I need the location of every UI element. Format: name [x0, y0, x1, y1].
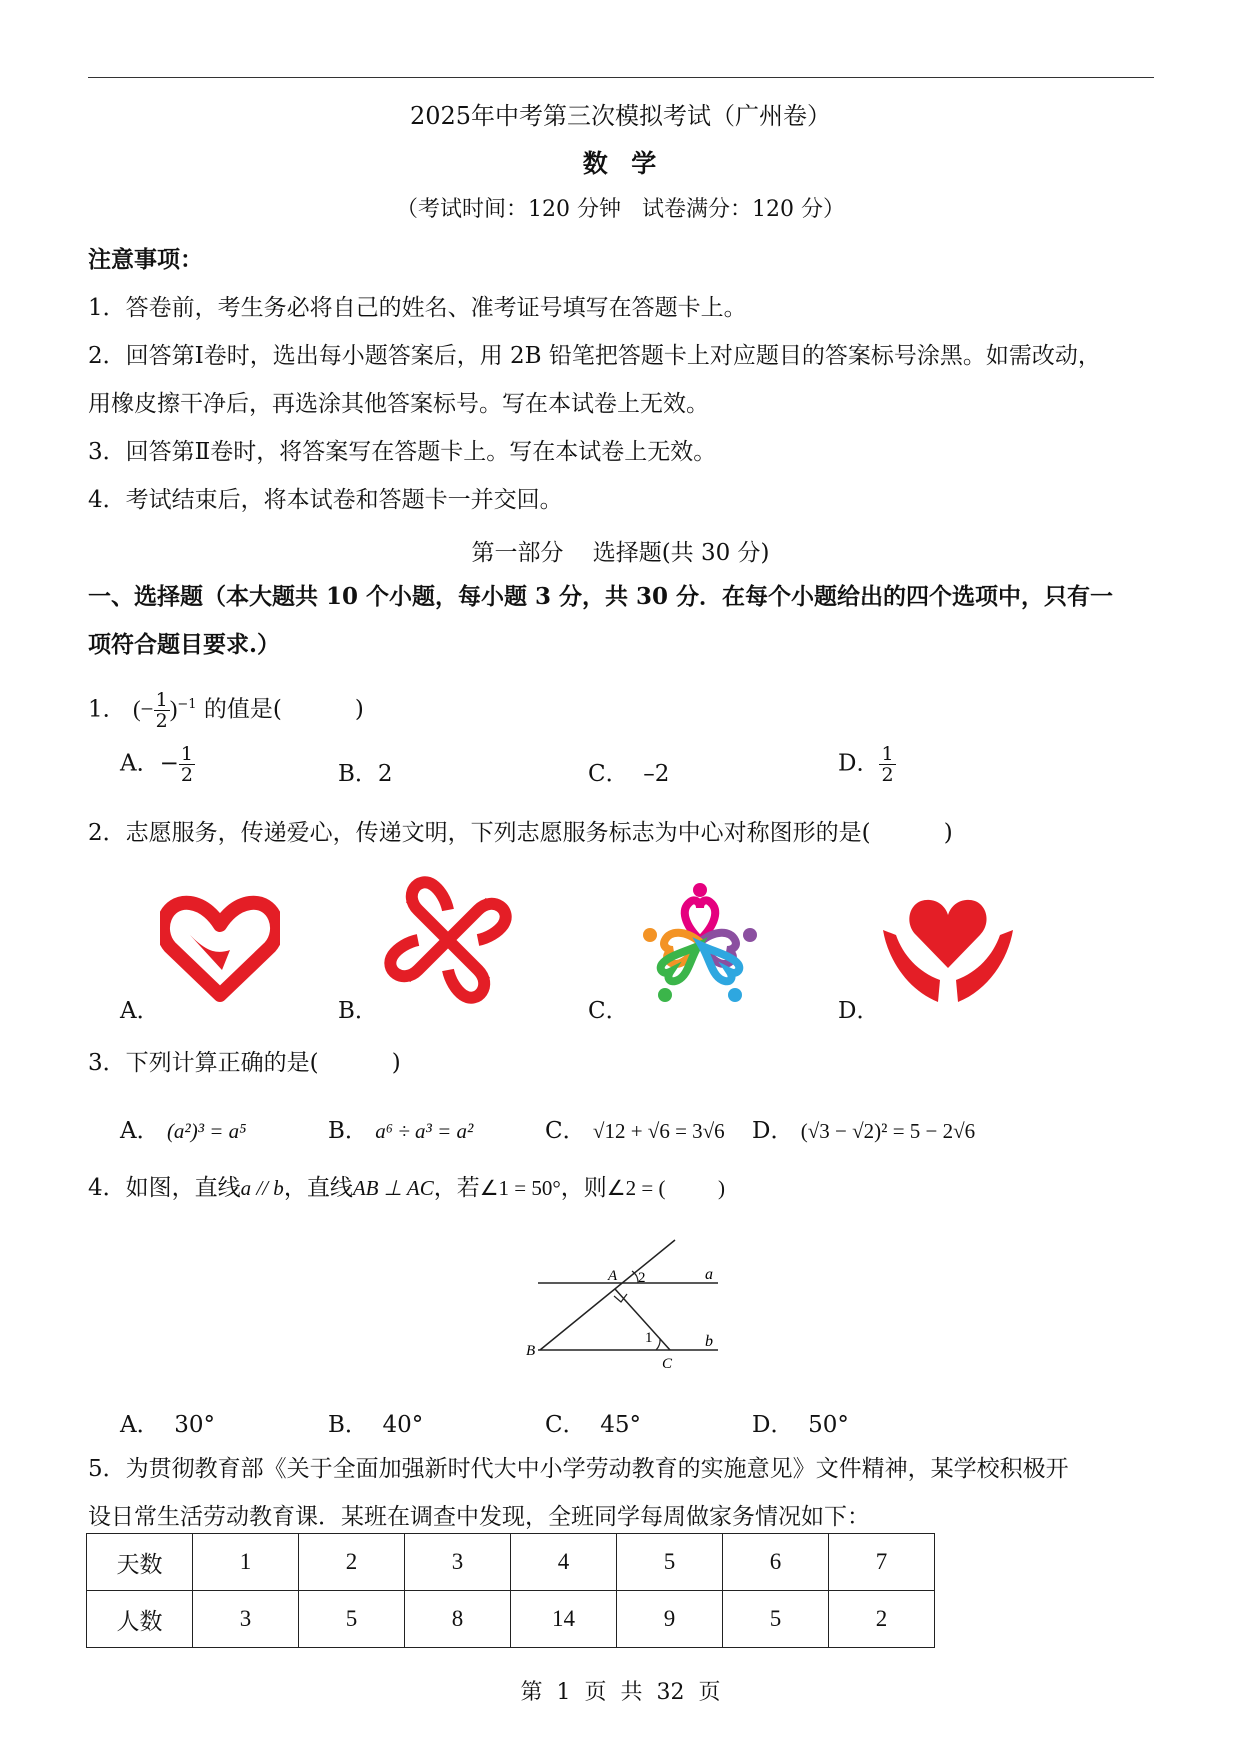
- section-instructions-cont: 项符合题目要求.）: [88, 631, 281, 658]
- table-row-days: [87, 1534, 935, 1591]
- q3-b-expr: a⁶ ÷ a³ = a²: [375, 1119, 474, 1143]
- question-5-cont: 设日常生活劳动教育课．某班在调查中发现，全班同学每周做家务情况如下：: [88, 1504, 870, 1530]
- table-cell-people-label: 人数: [87, 1591, 193, 1648]
- q4-option-b: B． 40°: [328, 1412, 424, 1438]
- q2-logo-d-hands-heart-icon: [878, 890, 1018, 1010]
- q3-option-d: [752, 1112, 975, 1145]
- table-cell: 14: [511, 1591, 617, 1648]
- q1-fraction: [154, 690, 170, 731]
- table-cell: 3: [405, 1534, 511, 1591]
- q3-a-label: A．: [120, 1118, 160, 1144]
- q4-text-mid1: ，直线: [283, 1175, 353, 1201]
- q3-option-b: [328, 1112, 473, 1145]
- q2-option-d-label: D．: [838, 998, 880, 1024]
- q1-d-den: 2: [881, 764, 894, 786]
- exam-info: （考试时间：120 分钟 试卷满分：120 分）: [396, 197, 845, 222]
- q2-option-b-label: B．: [338, 998, 378, 1024]
- q1-frac-den: 2: [155, 710, 168, 733]
- q4-label-B: B: [526, 1343, 536, 1359]
- top-rule: [88, 77, 1154, 78]
- q1-open: (−: [132, 696, 154, 722]
- q2-option-c-label: C．: [588, 998, 629, 1024]
- table-cell: 2: [829, 1591, 935, 1648]
- question-5: 5．为贯彻教育部《关于全面加强新时代大中小学劳动教育的实施意见》文件精神，某学校积极开: [88, 1456, 1069, 1482]
- exam-title: 2025年中考第三次模拟考试（广州卷）: [409, 102, 832, 130]
- q3-c-label: C．: [545, 1118, 586, 1144]
- q3-option-c: [545, 1112, 725, 1145]
- q1-d-label: D．: [838, 750, 880, 777]
- subject-title: 数 学: [582, 149, 659, 178]
- q4-label-a: a: [705, 1266, 713, 1283]
- table-cell: 5: [299, 1591, 405, 1648]
- table-cell: 7: [829, 1534, 935, 1591]
- q2-option-a-label: A．: [120, 998, 160, 1024]
- q1-option-a: [120, 744, 195, 785]
- table-row-people: [87, 1591, 935, 1648]
- q3-b-label: B．: [328, 1118, 368, 1144]
- table-cell: 9: [617, 1591, 723, 1648]
- q4-math-perpendicular: AB ⊥ AC: [352, 1176, 434, 1200]
- q1-option-c: C． –2: [588, 761, 670, 787]
- notice-item-4: 4．考试结束后，将本试卷和答题卡一并交回。: [88, 487, 563, 513]
- question-3: 3．下列计算正确的是( ): [88, 1050, 401, 1076]
- q2-logo-b-clover-hands-icon: [378, 870, 518, 1010]
- q1-tail: 的值是( ): [203, 696, 364, 723]
- q4-text-prefix: 4．如图，直线: [88, 1175, 241, 1201]
- table-cell: 5: [723, 1591, 829, 1648]
- notice-item-2-cont: 用橡皮擦干净后，再选涂其他答案标号。写在本试卷上无效。: [88, 391, 709, 417]
- q4-math-angle1: ∠1 = 50°: [479, 1176, 561, 1200]
- table-cell: 5: [617, 1534, 723, 1591]
- q3-d-label: D．: [752, 1118, 794, 1144]
- table-cell: 1: [193, 1534, 299, 1591]
- table-cell-days-label: 天数: [87, 1534, 193, 1591]
- q1-d-num: 1: [881, 743, 894, 765]
- chores-table: [86, 1533, 935, 1648]
- q2-logo-c-colorful-hearts-icon: [630, 880, 770, 1010]
- q2-logo-a-heart-hand-icon: [160, 895, 280, 1005]
- notice-item-3: 3．回答第Ⅱ卷时，将答案写在答题卡上。写在本试卷上无效。: [88, 439, 717, 465]
- q4-label-A: A: [608, 1268, 618, 1284]
- q4-option-c: C． 45°: [545, 1412, 641, 1438]
- q1-frac-num: 1: [155, 689, 168, 712]
- q1-a-sign: −: [159, 750, 179, 777]
- part1-title: 第一部分 选择题(共 30 分): [471, 540, 770, 566]
- page-footer: 第 1 页 共 32 页: [520, 1680, 721, 1705]
- table-cell: 6: [723, 1534, 829, 1591]
- q1-option-d: [838, 744, 896, 785]
- q1-a-den: 2: [180, 764, 193, 786]
- q3-d-expr: (√3 − √2)² = 5 − 2√6: [800, 1119, 976, 1143]
- q1-close: ): [169, 696, 178, 722]
- table-cell: 4: [511, 1534, 617, 1591]
- q4-option-d: D． 50°: [752, 1412, 849, 1438]
- q4-label-2: 2: [638, 1270, 646, 1286]
- q1-exponent: −1: [177, 697, 197, 712]
- q1-a-fraction: [179, 744, 195, 785]
- q1-d-fraction: [879, 744, 895, 785]
- question-1: [88, 680, 1158, 735]
- q4-math-parallel: a // b: [240, 1176, 284, 1200]
- notice-item-1: 1．答卷前，考生务必将自己的姓名、准考证号填写在答题卡上。: [88, 295, 747, 321]
- q4-option-a: A． 30°: [120, 1412, 215, 1438]
- q4-text-mid3: ，则: [560, 1175, 607, 1201]
- q1-number: 1．: [88, 696, 126, 723]
- q1-a-label: A．: [120, 750, 160, 777]
- q3-option-a: [120, 1112, 247, 1145]
- q1-option-b: B．2: [338, 761, 393, 787]
- table-cell: 3: [193, 1591, 299, 1648]
- q3-a-expr: (a²)³ = a⁵: [166, 1119, 247, 1143]
- q1-a-num: 1: [180, 743, 193, 765]
- notice-item-2: 2．回答第Ⅰ卷时，选出每小题答案后，用 2B 铅笔把答题卡上对应题目的答案标号涂黑。如需改动，: [88, 343, 1101, 369]
- q4-label-1: 1: [645, 1330, 653, 1346]
- notice-heading: 注意事项：: [88, 246, 203, 273]
- section-instructions: 一、选择题（本大题共 10 个小题，每小题 3 分，共 30 分．在每个小题给出的四个选项中，只有一: [88, 583, 1114, 610]
- q4-math-angle2: ∠2 = ( ): [606, 1176, 725, 1200]
- q4-label-b: b: [705, 1333, 713, 1350]
- table-cell: 2: [299, 1534, 405, 1591]
- q4-label-C: C: [662, 1356, 673, 1372]
- q3-c-expr: √12 + √6 = 3√6: [592, 1119, 725, 1143]
- question-4: [88, 1171, 1158, 1205]
- table-cell: 8: [405, 1591, 511, 1648]
- question-2: 2．志愿服务，传递爱心，传递文明，下列志愿服务标志为中心对称图形的是( ): [88, 820, 953, 846]
- q4-geometry-figure: [510, 1230, 730, 1380]
- q4-text-mid2: ，若: [433, 1175, 480, 1201]
